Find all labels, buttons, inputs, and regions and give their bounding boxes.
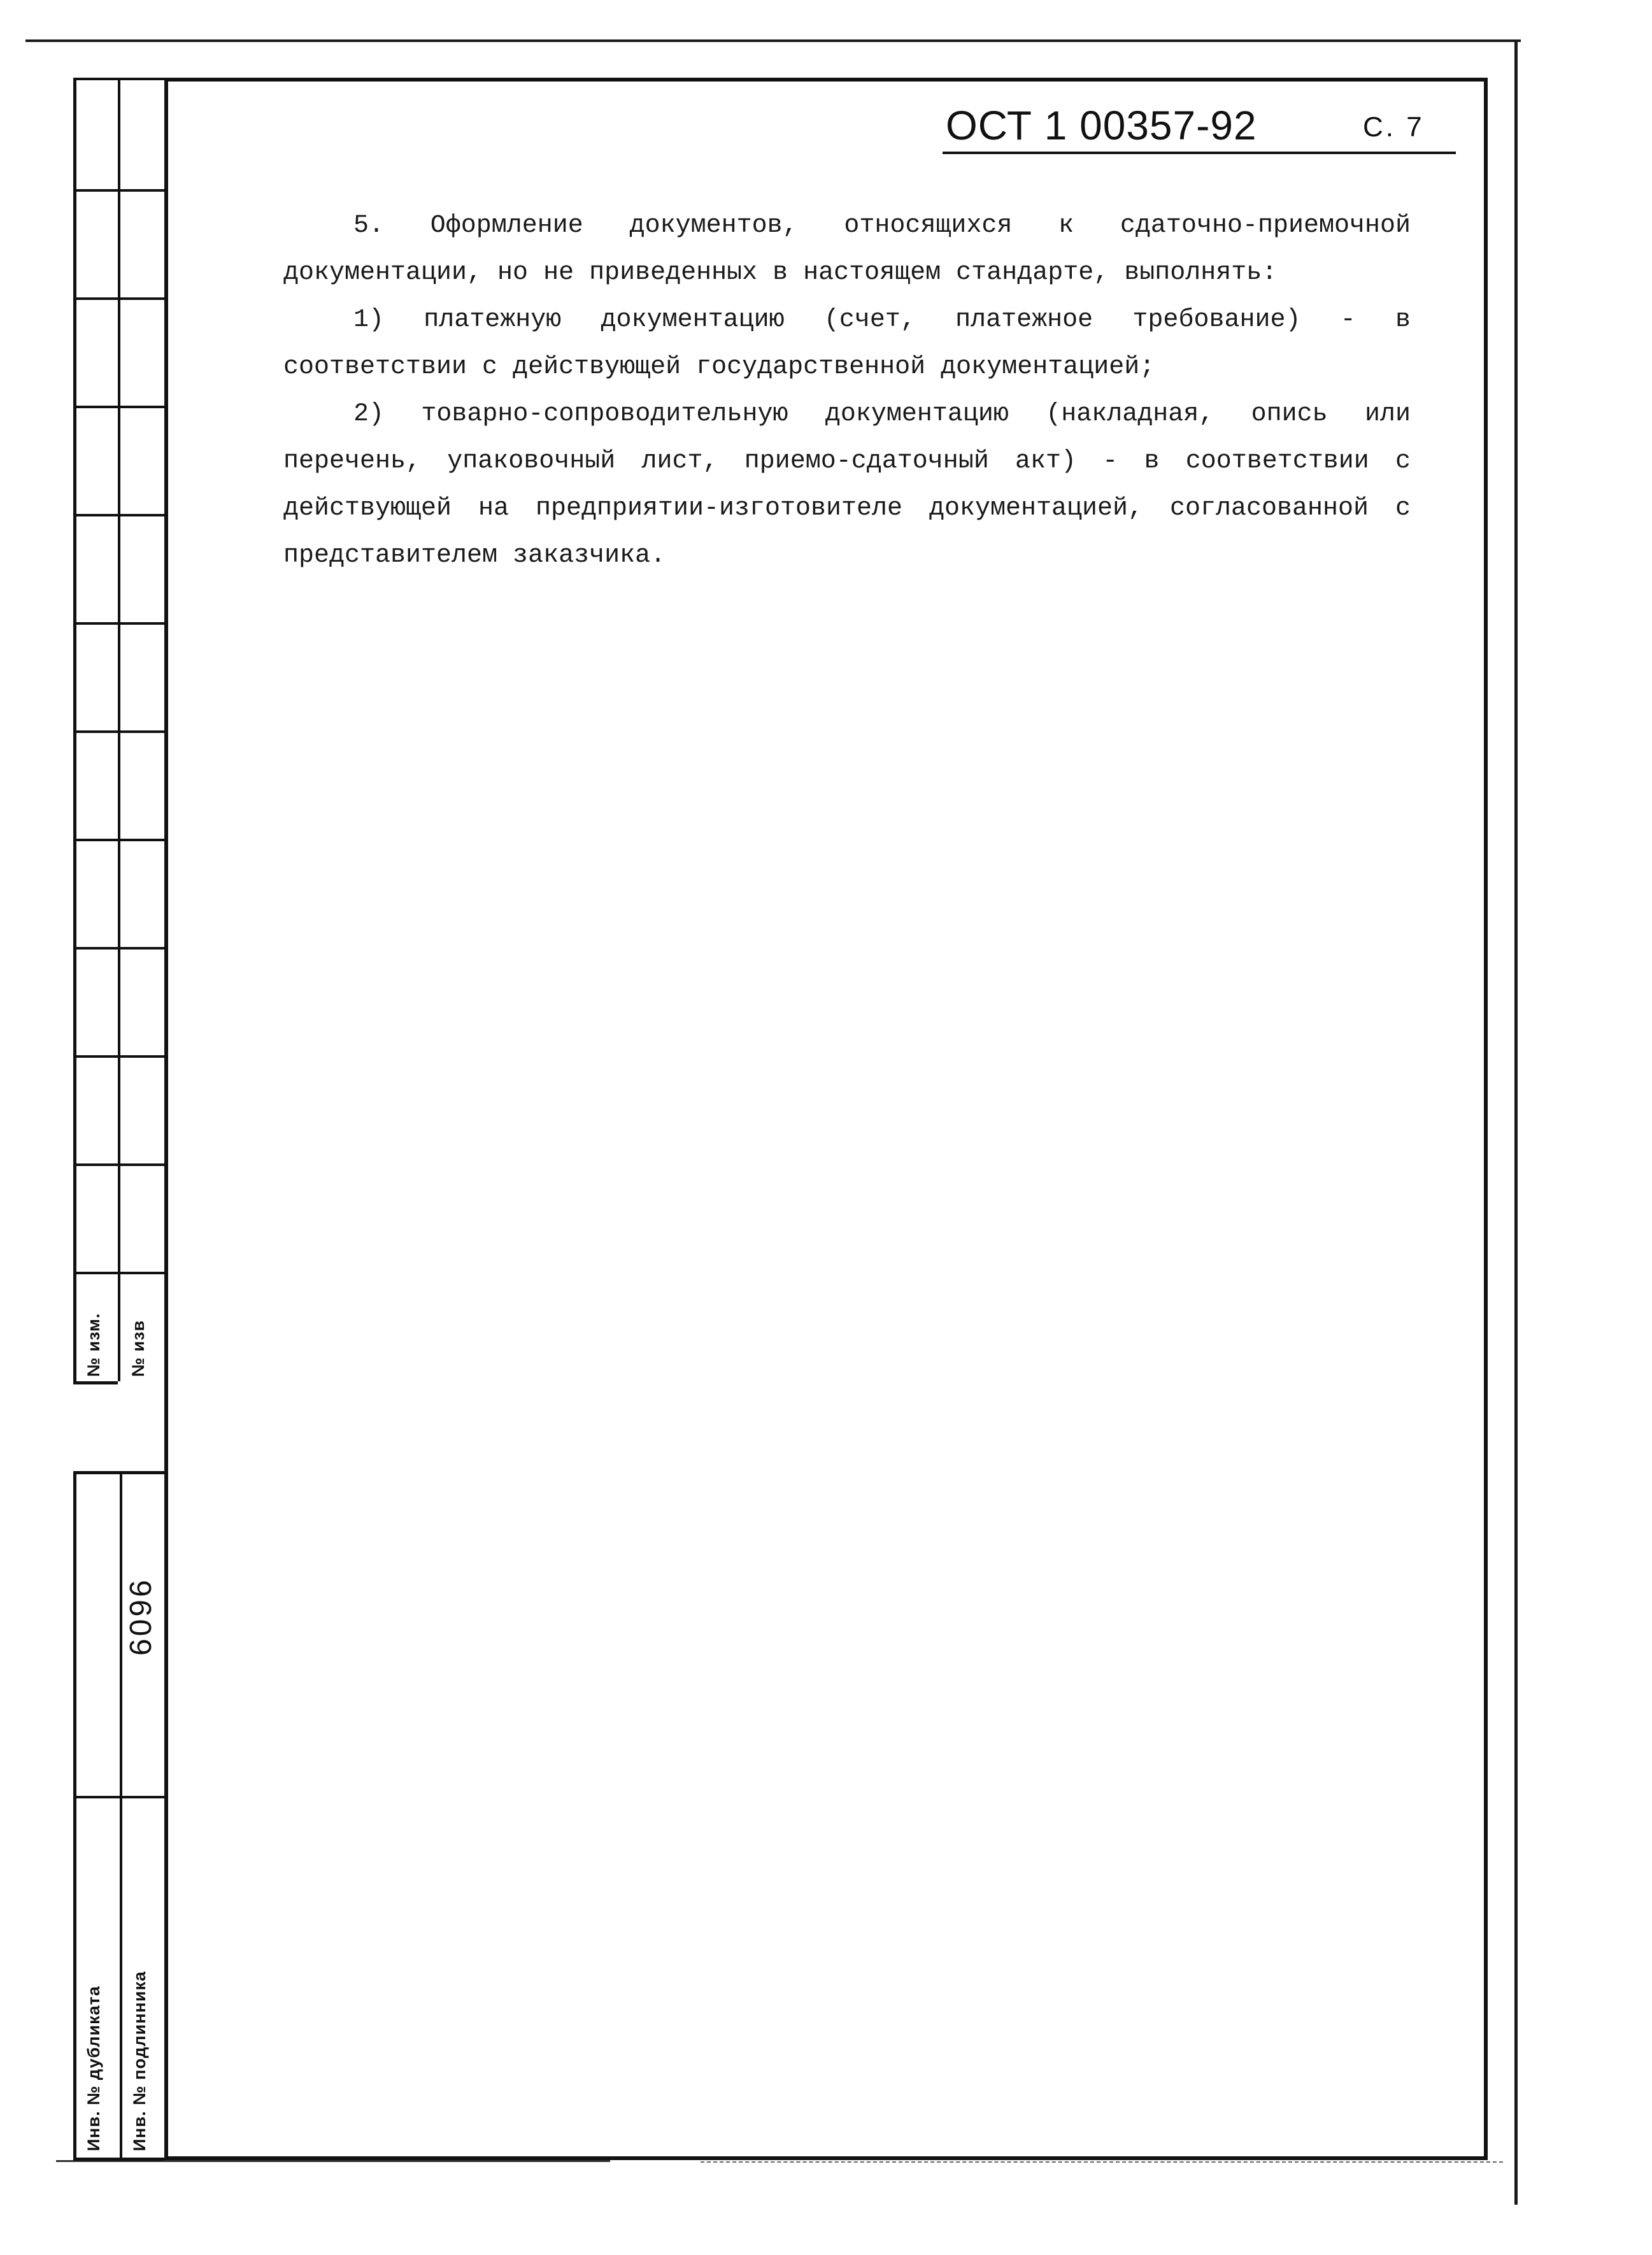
- document-code: ОСТ 1 00357-92: [946, 103, 1257, 148]
- stamp-row-line: [73, 406, 164, 408]
- stamp-row-line: [73, 514, 164, 516]
- page-number: С. 7: [1363, 111, 1425, 143]
- stamp-row-line: [73, 297, 164, 300]
- stamp-row-line: [73, 189, 164, 192]
- stamp-row-line: [73, 947, 164, 950]
- paragraph-5-item-2: 2) товарно-сопроводительную документацию (накладная, опись или перечень, упаковочный лист, приемо-сдаточный акт) - в соответствии с действующей на предприятии-изготовителе документацией, согласованной с представителем заказчика.: [283, 400, 1411, 570]
- stamp-strip-divider-upper: [118, 78, 120, 1381]
- stamp-row-line: [73, 1272, 164, 1274]
- stamp-row-line: [73, 730, 164, 733]
- original-inventory-label: Инв. № подлинника: [130, 1971, 149, 2151]
- stamp-row-line: [73, 1163, 164, 1166]
- scan-edge-bottom-right: [701, 2161, 1503, 2163]
- duplicate-inventory-label: Инв. № дубликата: [84, 1986, 103, 2151]
- stamp-row-line: [73, 839, 164, 841]
- stamp-row-line: [73, 622, 164, 625]
- paragraph-5: 5. Оформление документов, относящихся к сдаточно-приемочной документации, но не приведенных в настоящем стандарте, выполнять:: [283, 211, 1411, 287]
- scan-edge-top: [25, 39, 1521, 42]
- stamp-strip-outer-lower: [73, 1472, 76, 2160]
- paragraph-5-item-1: 1) платежную документацию (счет, платежное требование) - в соответствии с действующей государственной документацией;: [283, 306, 1411, 381]
- header-underline: [943, 152, 1456, 154]
- stamp-row-line: [73, 78, 164, 80]
- stamp-strip-divider-lower: [120, 1472, 122, 2160]
- notice-number-label: № изв: [129, 1320, 148, 1377]
- scan-edge-right: [1514, 39, 1518, 2205]
- stamp-row-line: [73, 1055, 164, 1058]
- stamp-lower-top: [73, 1471, 164, 1474]
- original-inventory-number: 6096: [124, 1577, 158, 1656]
- change-number-label: № изм.: [84, 1312, 103, 1377]
- stamp-row-line: [73, 1796, 164, 1798]
- stamp-upper-bottom: [73, 1381, 118, 1384]
- stamp-strip-bottom: [73, 2158, 164, 2161]
- stamp-strip-outer-upper: [73, 78, 76, 1381]
- document-body: [283, 203, 1411, 580]
